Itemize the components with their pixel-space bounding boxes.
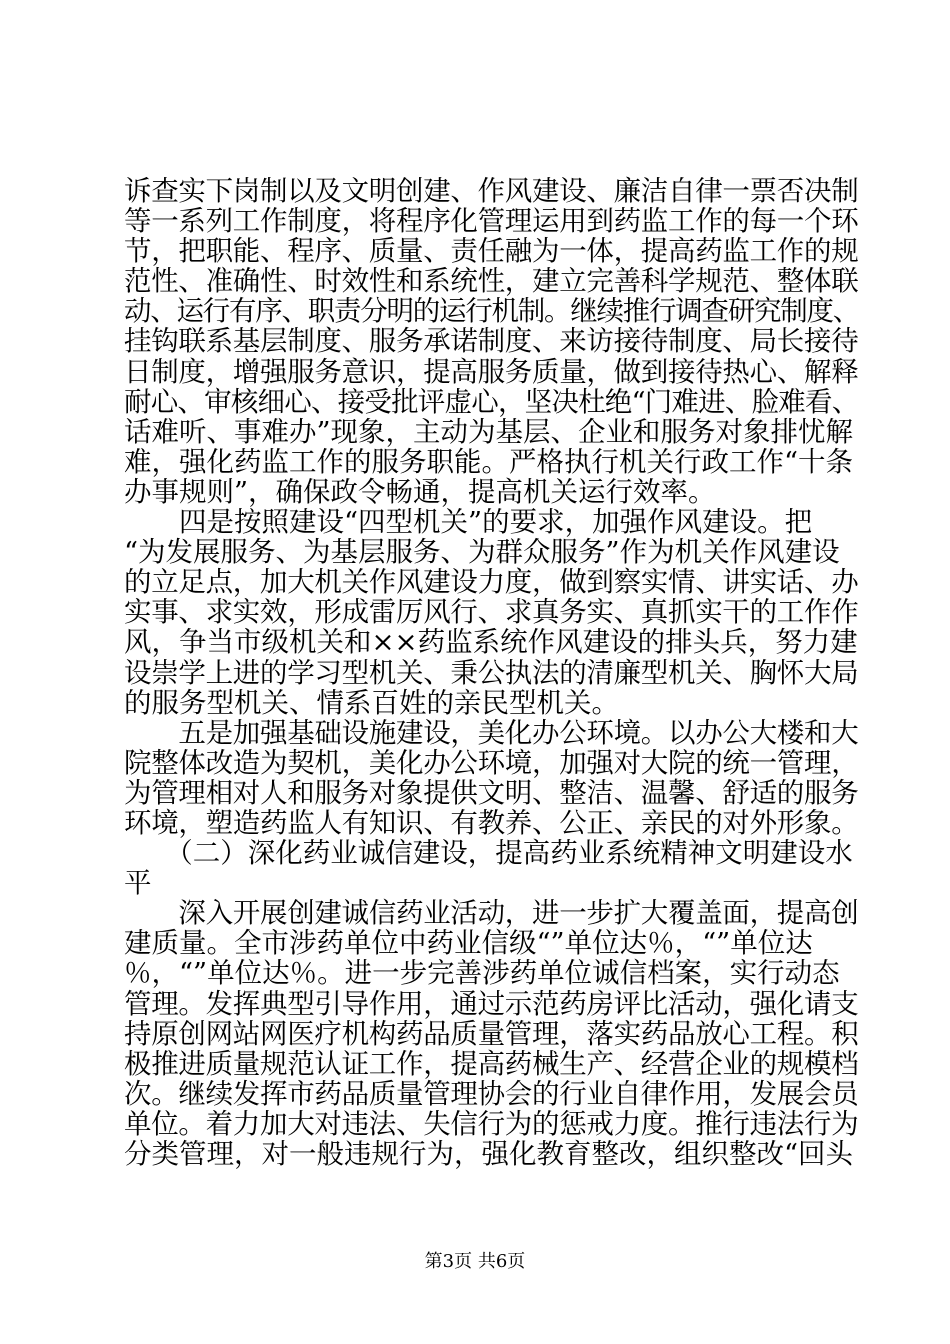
text-line: 动、运行有序、职责分明的运行机制。继续推行调查研究制度、 bbox=[124, 295, 859, 328]
text-line: 节，把职能、程序、质量、责任融为一体，提高药监工作的规 bbox=[124, 235, 859, 268]
text-line: 持原创网站网医疗机构药品质量管理，落实药品放心工程。积 bbox=[124, 1017, 859, 1050]
text-line: 实事、求实效，形成雷厉风行、求真务实、真抓实干的工作作 bbox=[124, 596, 859, 629]
text-line: 次。继续发挥市药品质量管理协会的行业自律作用，发展会员 bbox=[124, 1077, 859, 1110]
text-line: 诉查实下岗制以及文明创建、作风建设、廉洁自律一票否决制 bbox=[124, 175, 859, 207]
body-text bbox=[124, 175, 859, 1170]
text-line: 难，强化药监工作的服务职能。严格执行机关行政工作“十条 bbox=[124, 445, 854, 478]
text-line: 分类管理，对一般违规行为，强化教育整改，组织整改“回头 bbox=[124, 1138, 854, 1170]
text-line: 风，争当市级机关和××药监系统作风建设的排头兵，努力建 bbox=[124, 626, 858, 659]
text-line: 五是加强基础设施建设，美化办公环境。以办公大楼和大 bbox=[124, 716, 859, 749]
text-line: 等一系列工作制度，将程序化管理运用到药监工作的每一个环 bbox=[124, 205, 859, 238]
text-line: 的立足点，加大机关作风建设力度，做到察实情、讲实话、办 bbox=[124, 566, 859, 599]
text-line: ％，“”单位达％。进一步完善涉药单位诚信档案，实行动态 bbox=[124, 957, 840, 990]
text-line: 办事规则”，确保政令畅通，提高机关运行效率。 bbox=[124, 475, 716, 508]
text-line: 四是按照建设“四型机关”的要求，加强作风建设。把 bbox=[124, 506, 813, 539]
text-line: （二）深化药业诚信建设，提高药业系统精神文明建设水 bbox=[124, 837, 853, 870]
text-line: 平 bbox=[124, 867, 152, 900]
text-line: 设崇学上进的学习型机关、秉公执法的清廉型机关、胸怀大局 bbox=[124, 656, 859, 689]
text-line: 管理。发挥典型引导作用，通过示范药房评比活动，强化请支 bbox=[124, 987, 859, 1020]
text-line: 单位。着力加大对违法、失信行为的惩戒力度。推行违法行为 bbox=[124, 1107, 859, 1140]
text-line: 为管理相对人和服务对象提供文明、整洁、温馨、舒适的服务 bbox=[124, 776, 859, 809]
text-line: 挂钩联系基层制度、服务承诺制度、来访接待制度、局长接待 bbox=[124, 325, 859, 358]
text-line: 耐心、审核细心、接受批评虚心，坚决杜绝“门难进、脸难看、 bbox=[124, 385, 859, 418]
text-line: 话难听、事难办”现象，主动为基层、企业和服务对象排忧解 bbox=[124, 415, 854, 448]
text-line: 的服务型机关、情系百姓的亲民型机关。 bbox=[124, 686, 619, 719]
text-line: 环境，塑造药监人有知识、有教养、公正、亲民的对外形象。 bbox=[124, 806, 859, 839]
text-line: 日制度，增强服务意识，提高服务质量，做到接待热心、解释 bbox=[124, 355, 859, 388]
text-line: 极推进质量规范认证工作，提高药械生产、经营企业的规模档 bbox=[124, 1047, 859, 1080]
text-line: 范性、准确性、时效性和系统性，建立完善科学规范、整体联 bbox=[124, 265, 859, 298]
text-line: 建质量。全市涉药单位中药业信级“”单位达％，“”单位达 bbox=[124, 927, 813, 960]
text-line: 院整体改造为契机，美化办公环境，加强对大院的统一管理， bbox=[124, 746, 859, 779]
text-line: “为发展服务、为基层服务、为群众服务”作为机关作风建设 bbox=[124, 536, 840, 569]
text-line: 深入开展创建诚信药业活动，进一步扩大覆盖面，提高创 bbox=[124, 897, 859, 930]
page-footer: 第3页 共6页 bbox=[424, 1251, 526, 1272]
